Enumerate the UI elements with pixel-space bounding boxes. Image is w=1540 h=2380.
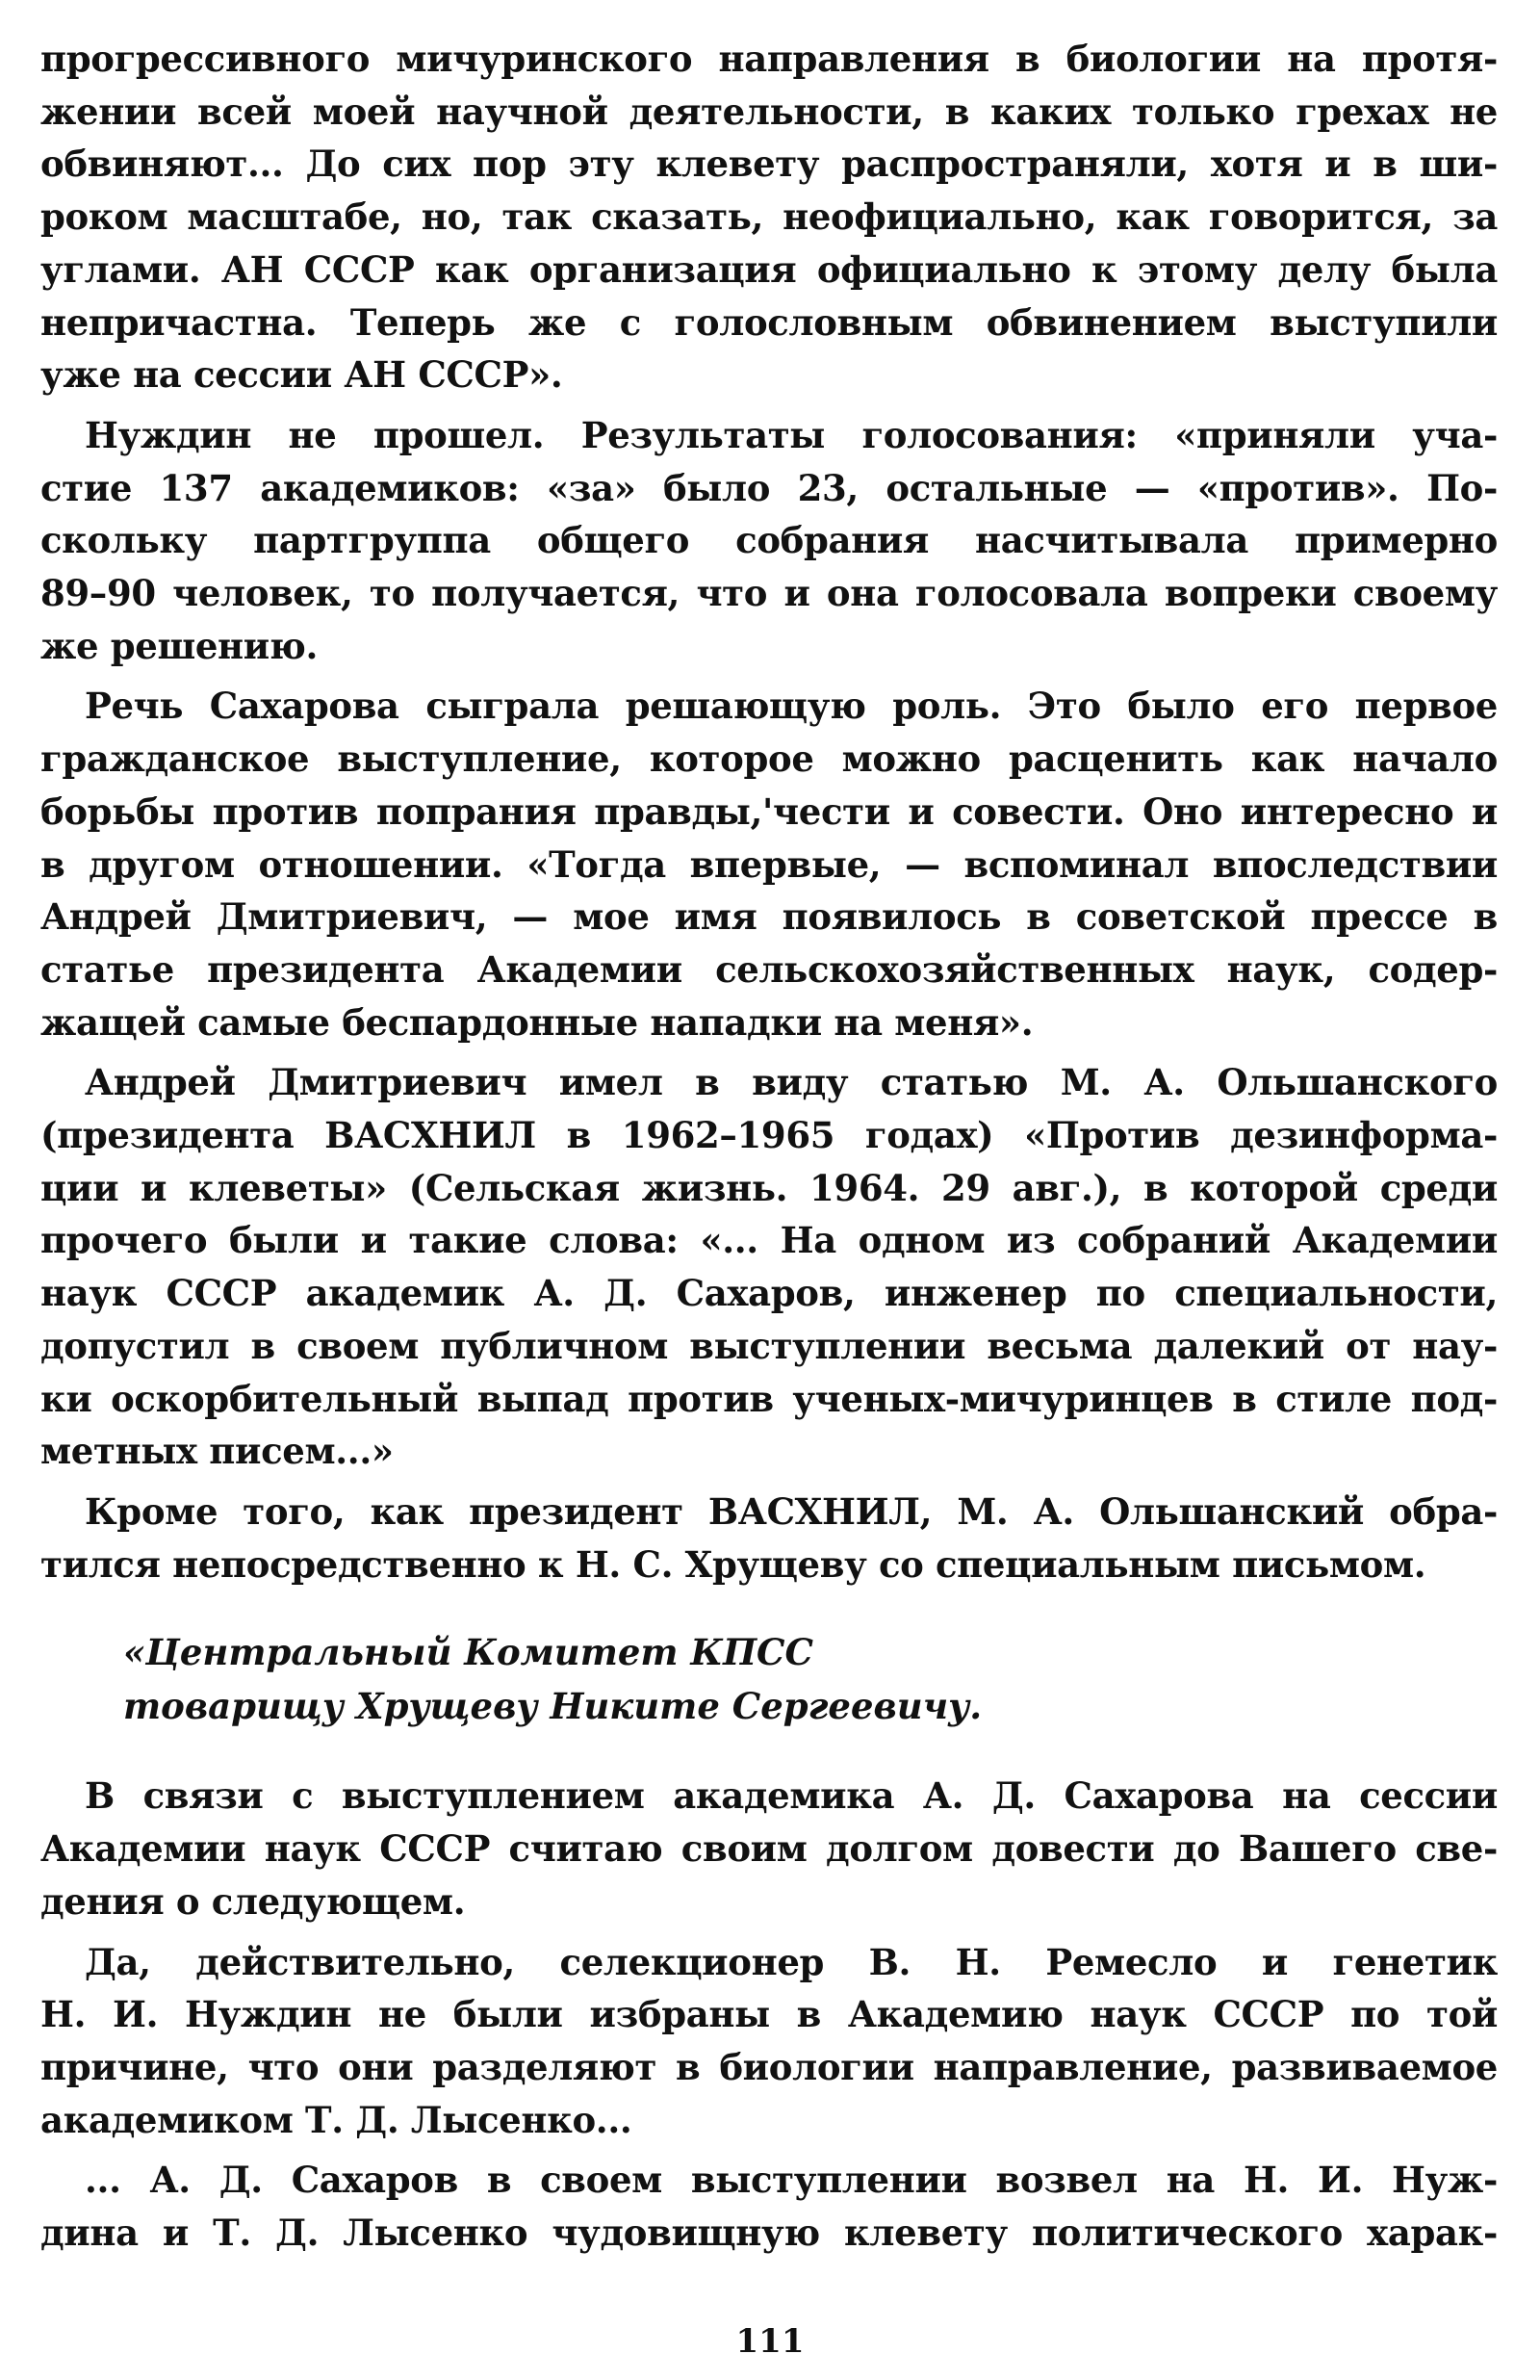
text-line: академиком Т. Д. Лысенко... — [40, 2098, 632, 2141]
text-line: Да, действительно, селекционер В. Н. Ремесло и генетик — [85, 1940, 1498, 1983]
text-line: жащей самые беспардонные нападки на меня». — [40, 1000, 1034, 1044]
text-line: в другом отношении. «Тогда впервые, — вспоминал впоследствии — [40, 842, 1498, 886]
paragraph — [40, 1486, 1498, 1591]
paragraph — [40, 1056, 1498, 1478]
text-line: статье президента Академии сельскохозяйственных наук, содер- — [40, 947, 1498, 991]
text-line: прогрессивного мичуринского направления в биологии на протя- — [40, 38, 1498, 80]
paragraph — [40, 680, 1498, 1048]
text-line: обвиняют... До сих пор эту клевету распространяли, хотя и в ши- — [40, 142, 1498, 186]
text-line: гражданское выступление, которое можно расценить как начало — [40, 737, 1498, 781]
text-line: жении всей моей научной деятельности, в каких только грехах не — [40, 90, 1498, 133]
text-line: борьбы против попрания правды,'чести и совести. Оно интересно и — [40, 789, 1498, 833]
letter-paragraph — [40, 2154, 1498, 2259]
text-line: метных писем...» — [40, 1430, 394, 1473]
text-line: тился непосредственно к Н. С. Хрущеву со специальным письмом. — [40, 1542, 1426, 1586]
text-line: Кроме того, как президент ВАСХНИЛ, М. А. Ольшанский обра- — [85, 1489, 1498, 1533]
text-line: дения о следующем. — [40, 1879, 466, 1923]
letter-paragraph — [40, 1770, 1498, 1927]
text-line: же решению. — [40, 624, 318, 667]
letter-heading-line: «Центральный Комитет КПСС — [123, 1631, 813, 1674]
text-line: В связи с выступлением академика А. Д. Сахарова на сессии — [85, 1774, 1498, 1818]
text-line: Нуждин не прошел. Результаты голосования: «приняли уча- — [85, 413, 1498, 456]
text-line: углами. АН СССР как организация официально к этому делу была — [40, 247, 1498, 291]
text-line: прочего были и такие слова: «... На одном из собраний Академии — [40, 1219, 1498, 1262]
text-line: непричастна. Теперь же с голословным обвинением выступили — [40, 300, 1498, 344]
text-line: причине, что они разделяют в биологии направление, развиваемое — [40, 2045, 1498, 2088]
text-line: Академии наук СССР считаю своим долгом довести до Вашего све- — [40, 1827, 1498, 1871]
text-line: роком масштабе, но, так сказать, неофициально, как говорится, за — [40, 195, 1498, 239]
paragraph — [40, 409, 1498, 673]
text-line: дина и Т. Д. Лысенко чудовищную клевету политического харак- — [40, 2212, 1498, 2255]
text-line: Н. И. Нуждин не были избраны в Академию наук СССР по той — [40, 1993, 1498, 2036]
text-line: стие 137 академиков: «за» было 23, остальные — «против». По- — [40, 466, 1498, 509]
text-line: Андрей Дмитриевич имел в виду статью М. А. Ольшанского — [85, 1061, 1498, 1104]
text-line: допустил в своем публичном выступлении весьма далекий от нау- — [40, 1324, 1498, 1367]
letter-paragraph — [40, 1936, 1498, 2147]
letter-heading-line: товарищу Хрущеву Никите Сергеевичу. — [123, 1685, 983, 1728]
text-line: Андрей Дмитриевич, — мое имя появилось в советской прессе в — [40, 895, 1498, 939]
text-line: ... А. Д. Сахаров в своем выступлении возвел на Н. И. Нуж- — [85, 2159, 1498, 2202]
text-line: скольку партгруппа общего собрания насчитывала примерно — [40, 519, 1498, 562]
text-line: 89–90 человек, то получается, что и она голосовала вопреки своему — [40, 572, 1498, 615]
text-line: ции и клеветы» (Сельская жизнь. 1964. 29 авг.), в которой среди — [40, 1166, 1498, 1209]
page-number: 111 — [735, 2322, 805, 2361]
paragraph — [40, 33, 1498, 401]
text-line: Речь Сахарова сыграла решающую роль. Это было его первое — [85, 685, 1498, 728]
letter-heading — [123, 1625, 1498, 1733]
text-line: наук СССР академик А. Д. Сахаров, инженер по специальности, — [40, 1272, 1498, 1315]
text-line: уже на сессии АН СССР». — [40, 353, 563, 397]
text-line: (президента ВАСХНИЛ в 1962–1965 годах) «Против дезинформа- — [40, 1114, 1498, 1157]
text-line: ки оскорбительный выпад против ученых-мичуринцев в стиле под- — [40, 1377, 1498, 1420]
